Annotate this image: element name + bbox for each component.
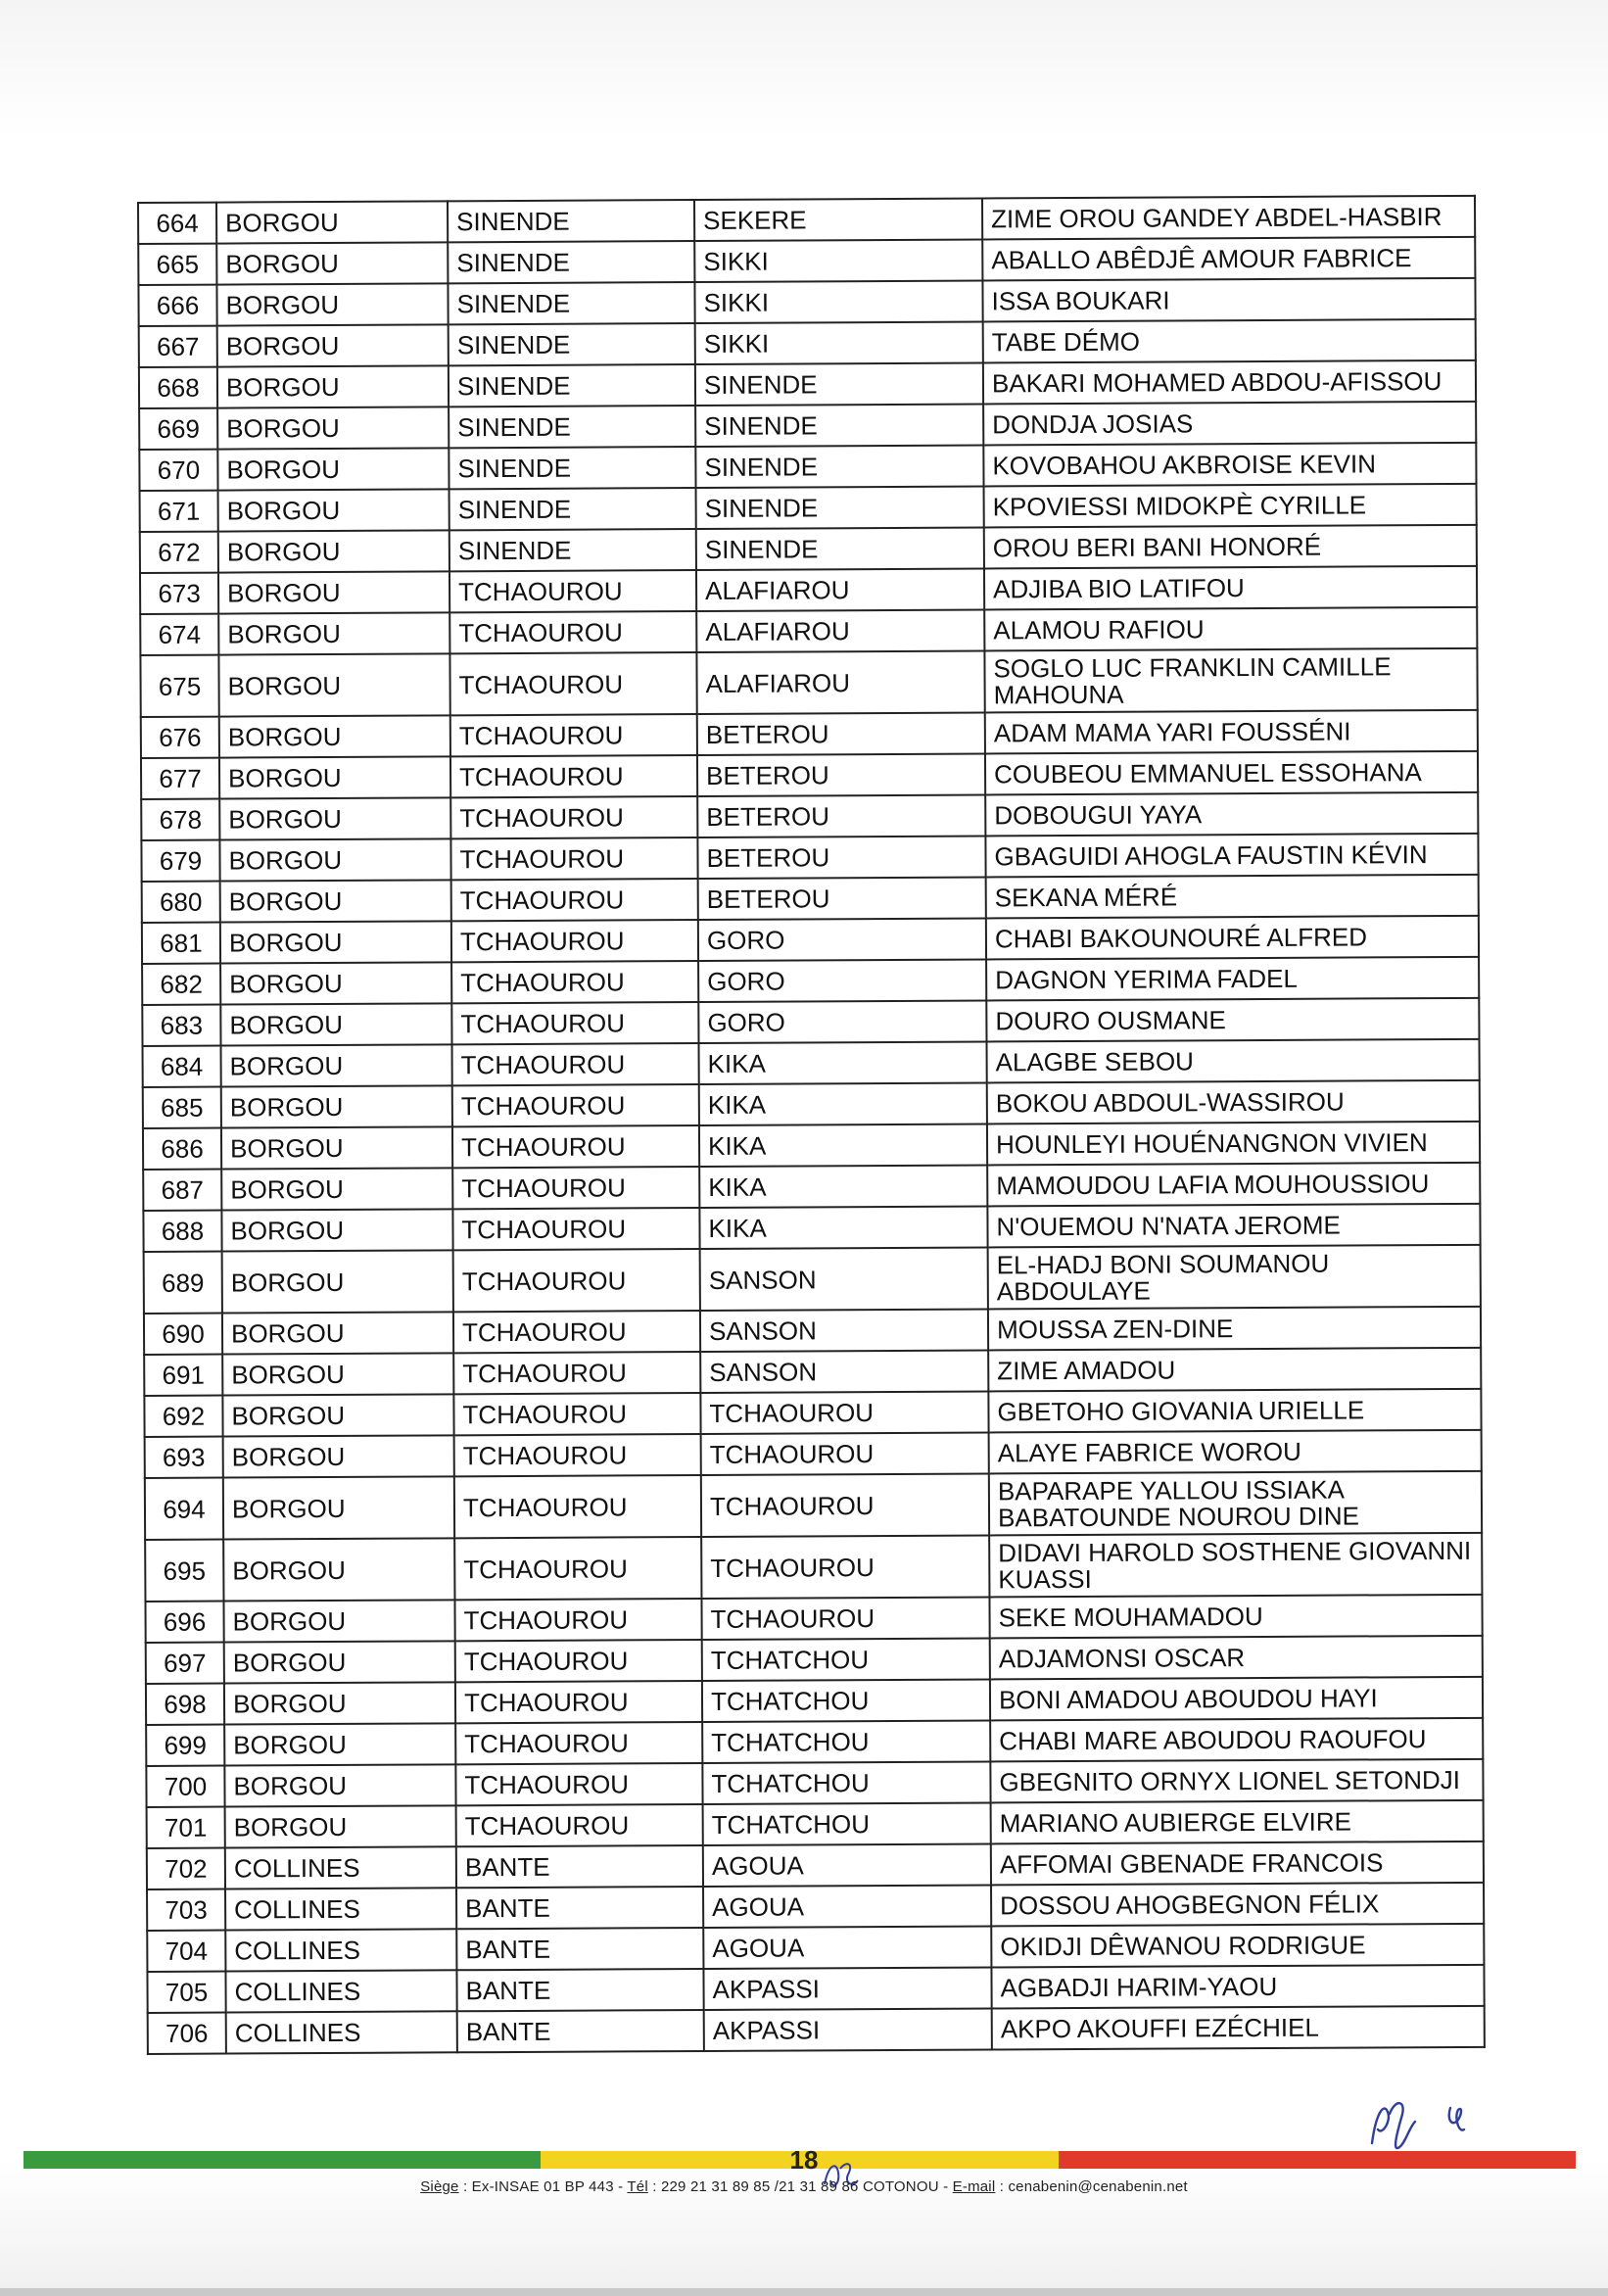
arrondissement-cell: SINENDE (696, 527, 984, 570)
agent-name-cell: GBEGNITO ORNYX LIONEL SETONDJI (990, 1759, 1483, 1803)
agent-name-cell: BONI AMADOU ABOUDOU HAYI (990, 1677, 1483, 1721)
footer-contact (0, 2178, 1608, 2195)
department-cell: BORGOU (218, 530, 449, 572)
table-row (140, 525, 1477, 573)
agent-name-cell: COUBEOU EMMANUEL ESSOHANA (985, 751, 1478, 795)
commune-cell: TCHAOUROU (451, 961, 698, 1003)
table-row (147, 1842, 1484, 1889)
agent-name-cell: N'OUEMOU N'NATA JEROME (987, 1204, 1480, 1248)
department-cell: BORGOU (218, 612, 449, 654)
agent-name-cell: AFFOMAI GBENADE FRANCOIS (991, 1842, 1484, 1886)
agent-name-cell: SEKE MOUHAMADOU (989, 1595, 1482, 1639)
table-row (138, 237, 1475, 285)
department-cell: COLLINES (225, 1970, 456, 2012)
footer-tel-label: Tél (627, 2178, 648, 2195)
roster-table (137, 195, 1486, 2055)
commune-cell: SINENDE (449, 529, 696, 571)
row-number-cell: 697 (146, 1643, 224, 1684)
table-row (147, 1800, 1484, 1848)
commune-cell: TCHAOUROU (454, 1537, 701, 1600)
arrondissement-cell: TCHATCHOU (703, 1802, 991, 1845)
agent-name-cell: ZIME OROU GANDEY ABDEL-HASBIR (982, 196, 1475, 240)
row-number-cell: 701 (147, 1807, 225, 1848)
department-cell: BORGOU (219, 797, 450, 839)
table-row (145, 1595, 1482, 1643)
department-cell: BORGOU (219, 715, 450, 757)
department-cell: BORGOU (218, 571, 449, 613)
agent-name-cell: CHABI BAKOUNOURÉ ALFRED (986, 916, 1479, 960)
row-number-cell: 696 (145, 1602, 223, 1643)
agent-name-cell: ALAYE FABRICE WOROU (989, 1430, 1482, 1474)
arrondissement-cell: GORO (698, 959, 986, 1002)
agent-name-cell: ZIME AMADOU (988, 1348, 1481, 1392)
table-row (145, 1533, 1482, 1602)
agent-name-cell: DOSSOU AHOGBEGNON FÉLIX (991, 1883, 1484, 1927)
row-number-cell: 687 (143, 1170, 221, 1211)
arrondissement-cell: SANSON (700, 1309, 988, 1352)
department-cell: BORGOU (222, 1250, 453, 1313)
commune-cell: SINENDE (449, 364, 695, 407)
department-cell: BORGOU (220, 962, 451, 1004)
footer-email-value: : cenabenin@cenabenin.net (995, 2178, 1188, 2195)
agent-name-cell: SOGLO LUC FRANKLIN CAMILLE MAHOUNA (984, 648, 1477, 713)
commune-cell: TCHAOUROU (453, 1352, 700, 1394)
commune-cell: TCHAOUROU (452, 1043, 699, 1085)
commune-cell: TCHAOUROU (453, 1249, 700, 1312)
arrondissement-cell: BETEROU (697, 794, 985, 837)
commune-cell: TCHAOUROU (450, 837, 697, 880)
row-number-cell: 693 (145, 1437, 223, 1478)
table-row (147, 1924, 1484, 1972)
agent-name-cell: DAGNON YERIMA FADEL (986, 957, 1479, 1001)
commune-cell: TCHAOUROU (451, 1002, 698, 1044)
agent-name-cell: SEKANA MÉRÉ (986, 875, 1479, 919)
table-row (143, 1080, 1480, 1128)
commune-cell: TCHAOUROU (451, 879, 698, 921)
commune-cell: TCHAOUROU (449, 652, 696, 715)
department-cell: BORGOU (217, 324, 449, 366)
table-row (142, 916, 1479, 964)
commune-cell: SINENDE (448, 282, 694, 324)
row-number-cell: 673 (140, 573, 218, 614)
department-cell: BORGOU (220, 921, 451, 963)
commune-cell: SINENDE (448, 200, 694, 242)
commune-cell: TCHAOUROU (455, 1681, 702, 1723)
agent-name-cell: ALAMOU RAFIOU (984, 607, 1477, 651)
arrondissement-cell: GORO (698, 1000, 986, 1043)
page-number: 18 (789, 2145, 819, 2175)
flag-red-stripe (1059, 2151, 1576, 2169)
commune-cell: TCHAOUROU (455, 1640, 702, 1682)
commune-cell: TCHAOUROU (452, 1084, 699, 1126)
table-row (141, 834, 1478, 882)
agent-name-cell: BAKARI MOHAMED ABDOU-AFISSOU (983, 360, 1476, 405)
department-cell: BORGOU (224, 1641, 455, 1683)
agent-name-cell: ADJAMONSI OSCAR (990, 1636, 1483, 1680)
table-row (144, 1348, 1481, 1396)
department-cell: COLLINES (225, 1929, 456, 1971)
arrondissement-cell: GORO (698, 918, 986, 961)
commune-cell: BANTE (456, 1928, 703, 1970)
row-number-cell: 681 (142, 923, 220, 964)
row-number-cell: 705 (147, 1972, 225, 2013)
table-row (139, 360, 1476, 408)
arrondissement-cell: BETEROU (698, 877, 986, 920)
row-number-cell: 671 (140, 491, 218, 532)
arrondissement-cell: SINENDE (695, 404, 983, 447)
agent-name-cell: DOBOUGUI YAYA (985, 792, 1478, 837)
table-row (146, 1718, 1483, 1766)
commune-cell: BANTE (456, 1969, 703, 2011)
agent-name-cell: ISSA BOUKARI (982, 278, 1475, 322)
row-number-cell: 665 (138, 244, 216, 285)
department-cell: BORGOU (221, 1209, 452, 1251)
row-number-cell: 667 (139, 326, 217, 367)
table-row (142, 875, 1479, 923)
agent-name-cell: CHABI MARE ABOUDOU RAOUFOU (990, 1718, 1483, 1762)
table-row (144, 1307, 1481, 1355)
arrondissement-cell: ALAFIAROU (696, 568, 984, 611)
agent-name-cell: AKPO AKOUFFI EZÉCHIEL (992, 2006, 1485, 2050)
department-cell: BORGOU (216, 283, 448, 325)
department-cell: BORGOU (221, 1085, 452, 1127)
commune-cell: TCHAOUROU (451, 920, 698, 962)
agent-name-cell: AGBADJI HARIM-YAOU (991, 1965, 1484, 2009)
arrondissement-cell: AKPASSI (704, 2008, 992, 2051)
arrondissement-cell: KIKA (699, 1082, 987, 1125)
row-number-cell: 690 (144, 1314, 222, 1355)
arrondissement-cell: KIKA (699, 1041, 987, 1084)
commune-cell: TCHAOUROU (455, 1722, 702, 1764)
arrondissement-cell: SINENDE (695, 362, 983, 406)
commune-cell: TCHAOUROU (454, 1599, 701, 1641)
signature-icon (1356, 2084, 1484, 2163)
arrondissement-cell: TCHAOUROU (701, 1535, 989, 1599)
arrondissement-cell: SIKKI (694, 280, 982, 323)
commune-cell: TCHAOUROU (453, 1311, 700, 1353)
agent-name-cell: GBAGUIDI AHOGLA FAUSTIN KÉVIN (985, 834, 1478, 878)
commune-cell: TCHAOUROU (450, 755, 697, 797)
agent-name-cell: DOURO OUSMANE (986, 998, 1479, 1042)
table-row (142, 957, 1479, 1005)
table-row (146, 1636, 1483, 1684)
row-number-cell: 679 (141, 840, 219, 882)
row-number-cell: 704 (147, 1931, 225, 1972)
commune-cell: TCHAOUROU (452, 1125, 699, 1168)
agent-name-cell: EL-HADJ BONI SOUMANOU ABDOULAYE (988, 1245, 1481, 1310)
commune-cell: SINENDE (449, 323, 695, 365)
table-row (143, 1039, 1480, 1087)
row-number-cell: 702 (147, 1848, 225, 1889)
department-cell: BORGOU (222, 1394, 453, 1436)
department-cell: BORGOU (222, 1312, 453, 1354)
row-number-cell: 694 (145, 1478, 223, 1540)
table-row (139, 402, 1476, 450)
commune-cell: BANTE (457, 2010, 704, 2052)
department-cell: BORGOU (220, 880, 451, 922)
department-cell: COLLINES (225, 1846, 456, 1889)
department-cell: BORGOU (219, 838, 450, 881)
row-number-cell: 692 (144, 1396, 222, 1437)
row-number-cell: 676 (141, 717, 219, 758)
table-row (143, 1122, 1480, 1170)
agent-name-cell: MOUSSA ZEN-DINE (988, 1307, 1481, 1351)
agent-name-cell: BOKOU ABDOUL-WASSIROU (987, 1080, 1480, 1124)
commune-cell: BANTE (456, 1887, 703, 1929)
department-cell: BORGOU (217, 365, 449, 407)
agent-name-cell: ADAM MAMA YARI FOUSSÉNI (985, 710, 1478, 754)
arrondissement-cell: TCHATCHOU (702, 1720, 990, 1763)
table-row (146, 1677, 1483, 1725)
department-cell: BORGOU (219, 756, 450, 798)
agent-name-cell: HOUNLEYI HOUÉNANGNON VIVIEN (987, 1122, 1480, 1166)
agent-name-cell: MARIANO AUBIERGE ELVIRE (991, 1800, 1484, 1844)
agent-name-cell: OKIDJI DÊWANOU RODRIGUE (991, 1924, 1484, 1968)
department-cell: BORGOU (223, 1538, 454, 1601)
arrondissement-cell: BETEROU (697, 753, 985, 796)
table-row (140, 566, 1477, 614)
agent-name-cell: GBETOHO GIOVANIA URIELLE (988, 1389, 1481, 1433)
row-number-cell: 691 (144, 1355, 222, 1396)
row-number-cell: 669 (139, 408, 217, 450)
table-row (140, 648, 1477, 717)
row-number-cell: 674 (140, 614, 218, 655)
row-number-cell: 706 (148, 2013, 226, 2054)
department-cell: BORGOU (221, 1126, 452, 1169)
commune-cell: SINENDE (449, 406, 695, 448)
footer-siege-label: Siège (420, 2178, 459, 2195)
commune-cell: TCHAOUROU (456, 1804, 703, 1846)
commune-cell: TCHAOUROU (452, 1208, 699, 1250)
department-cell: BORGOU (221, 1044, 452, 1086)
table-row (140, 484, 1477, 532)
commune-cell: TCHAOUROU (454, 1475, 701, 1538)
commune-cell: TCHAOUROU (455, 1763, 702, 1805)
table-row (143, 1163, 1480, 1211)
arrondissement-cell: TCHATCHOU (702, 1638, 990, 1681)
table-row (138, 278, 1475, 326)
table-row (145, 1471, 1482, 1540)
table-row (146, 1759, 1483, 1807)
row-number-cell: 700 (146, 1766, 224, 1807)
agent-name-cell: ADJIBA BIO LATIFOU (984, 566, 1477, 610)
row-number-cell: 675 (140, 655, 218, 717)
department-cell: BORGOU (224, 1764, 455, 1806)
table-row (142, 998, 1479, 1046)
commune-cell: TCHAOUROU (449, 611, 696, 653)
row-number-cell: 678 (141, 799, 219, 840)
row-number-cell: 698 (146, 1684, 224, 1725)
agent-name-cell: BAPARAPE YALLOU ISSIAKA BABATOUNDE NOUROU DINE (989, 1471, 1482, 1536)
department-cell: BORGOU (216, 242, 448, 284)
arrondissement-cell: SANSON (700, 1247, 988, 1311)
arrondissement-cell: KIKA (699, 1124, 987, 1167)
arrondissement-cell: SIKKI (695, 321, 983, 364)
footer-email-label: E-mail (952, 2178, 996, 2195)
arrondissement-cell: SIKKI (694, 239, 982, 282)
row-number-cell: 685 (143, 1087, 221, 1128)
row-number-cell: 689 (144, 1252, 222, 1314)
table-row (141, 751, 1478, 799)
department-cell: BORGOU (224, 1723, 455, 1765)
arrondissement-cell: BETEROU (697, 712, 985, 755)
agent-name-cell: DIDAVI HAROLD SOSTHENE GIOVANNI KUASSI (989, 1533, 1482, 1598)
table-row (145, 1430, 1482, 1478)
arrondissement-cell: ALAFIAROU (696, 609, 984, 652)
commune-cell: TCHAOUROU (450, 714, 697, 756)
row-number-cell: 683 (142, 1005, 220, 1046)
agent-name-cell: KPOVIESSI MIDOKPÈ CYRILLE (984, 484, 1477, 528)
row-number-cell: 703 (147, 1889, 225, 1931)
agent-name-cell: OROU BERI BANI HONORÉ (984, 525, 1477, 569)
table-row (144, 1245, 1481, 1314)
agent-name-cell: DONDJA JOSIAS (983, 402, 1476, 446)
footer-tel-value: : 229 21 31 89 85 /21 31 89 86 COTONOU - (647, 2178, 953, 2195)
page-edge (0, 2288, 1608, 2296)
agent-name-cell: ALAGBE SEBOU (987, 1039, 1480, 1083)
department-cell: BORGOU (222, 1353, 453, 1395)
agent-name-cell: ABALLO ABÊDJÊ AMOUR FABRICE (982, 237, 1475, 281)
row-number-cell: 684 (143, 1046, 221, 1087)
arrondissement-cell: TCHATCHOU (702, 1761, 990, 1804)
department-cell: BORGOU (216, 201, 448, 243)
row-number-cell: 699 (146, 1725, 224, 1766)
arrondissement-cell: AGOUA (703, 1885, 991, 1928)
table-row (144, 1389, 1481, 1437)
arrondissement-cell: SANSON (700, 1350, 988, 1393)
table-row (147, 1965, 1484, 2013)
arrondissement-cell: AGOUA (703, 1843, 991, 1887)
table-row (140, 607, 1477, 655)
department-cell: BORGOU (223, 1600, 454, 1642)
row-number-cell: 677 (141, 758, 219, 799)
commune-cell: SINENDE (449, 447, 695, 489)
arrondissement-cell: SINENDE (696, 486, 984, 529)
commune-cell: BANTE (456, 1845, 703, 1888)
arrondissement-cell: AGOUA (703, 1926, 991, 1969)
row-number-cell: 682 (142, 964, 220, 1005)
table-row (141, 710, 1478, 758)
department-cell: BORGOU (223, 1435, 454, 1477)
table-row (141, 792, 1478, 840)
row-number-cell: 695 (145, 1540, 223, 1602)
commune-cell: TCHAOUROU (452, 1167, 699, 1209)
arrondissement-cell: TCHATCHOU (702, 1679, 990, 1722)
commune-cell: TCHAOUROU (450, 796, 697, 838)
table-row (139, 443, 1476, 491)
arrondissement-cell: TCHAOUROU (701, 1432, 989, 1475)
row-number-cell: 666 (138, 285, 216, 326)
commune-cell: TCHAOUROU (449, 570, 696, 612)
row-number-cell: 664 (138, 203, 216, 244)
arrondissement-cell: SINENDE (695, 445, 983, 488)
department-cell: COLLINES (225, 1888, 456, 1930)
table-row (148, 2006, 1485, 2054)
arrondissement-cell: SEKERE (694, 198, 982, 241)
row-number-cell: 688 (143, 1211, 221, 1252)
arrondissement-cell: ALAFIAROU (696, 650, 984, 714)
agent-name-cell: KOVOBAHOU AKBROISE KEVIN (983, 443, 1476, 487)
table-row (138, 196, 1475, 244)
flag-green-stripe (24, 2151, 541, 2169)
arrondissement-cell: TCHAOUROU (701, 1597, 989, 1640)
department-cell: BORGOU (223, 1476, 454, 1539)
department-cell: BORGOU (218, 489, 449, 531)
department-cell: BORGOU (217, 407, 449, 449)
commune-cell: SINENDE (449, 488, 696, 530)
table-row (147, 1883, 1484, 1931)
roster-body (138, 196, 1485, 2054)
row-number-cell: 668 (139, 367, 217, 408)
row-number-cell: 670 (139, 450, 217, 491)
arrondissement-cell: TCHAOUROU (700, 1391, 988, 1434)
department-cell: BORGOU (217, 448, 449, 490)
row-number-cell: 672 (140, 532, 218, 573)
department-cell: BORGOU (224, 1682, 455, 1724)
row-number-cell: 686 (143, 1128, 221, 1170)
arrondissement-cell: KIKA (699, 1206, 987, 1249)
footer-address: : Ex-INSAE 01 BP 443 - (458, 2178, 628, 2195)
table-row (143, 1204, 1480, 1252)
department-cell: BORGOU (218, 653, 449, 716)
agent-name-cell: MAMOUDOU LAFIA MOUHOUSSIOU (987, 1163, 1480, 1207)
department-cell: BORGOU (220, 1003, 451, 1045)
commune-cell: TCHAOUROU (454, 1434, 701, 1476)
commune-cell: SINENDE (448, 241, 694, 283)
table-row (139, 319, 1476, 367)
department-cell: BORGOU (225, 1805, 456, 1847)
arrondissement-cell: KIKA (699, 1165, 987, 1208)
arrondissement-cell: BETEROU (697, 836, 985, 879)
department-cell: COLLINES (226, 2011, 457, 2053)
agent-name-cell: TABE DÉMO (983, 319, 1476, 363)
row-number-cell: 680 (142, 882, 220, 923)
arrondissement-cell: AKPASSI (703, 1967, 991, 2010)
arrondissement-cell: TCHAOUROU (701, 1473, 989, 1537)
department-cell: BORGOU (221, 1168, 452, 1210)
commune-cell: TCHAOUROU (453, 1393, 700, 1435)
